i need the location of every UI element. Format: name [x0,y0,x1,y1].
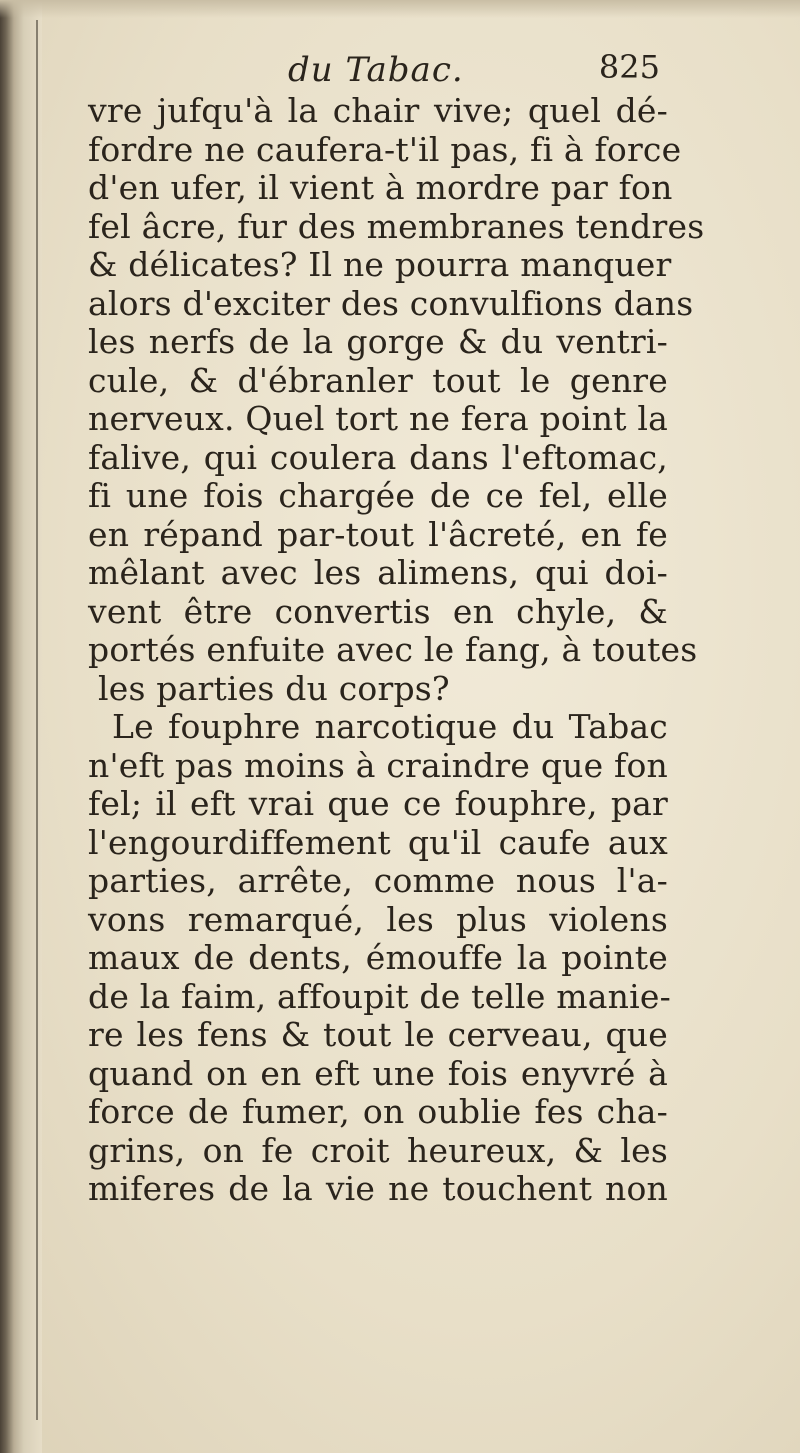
text-line: maux de dents, émouffe la pointe [88,938,668,977]
text-line: portés enfuite avec le fang, à toutes [88,630,698,669]
text-line: les nerfs de la gorge & du ventri- [88,322,668,361]
text-line: en répand par-tout l'âcreté, en fe [88,514,668,554]
text-line: l'engourdiffement qu'il caufe aux [88,822,668,862]
text-line: quand on en eft une fois enyvré à [88,1053,668,1093]
text-line: vre jufqu'à la chair vive; quel dé- [88,91,668,130]
text-line: les parties du corps? [98,668,450,708]
text-line: d'en ufer, il vient à mordre par fon [88,168,673,207]
text-line: re les fens & tout le cerveau, que [88,1015,668,1054]
text-line: force de fumer, on oublie fes cha- [88,1092,668,1131]
text-line: fel âcre, fur des membranes tendres [88,206,705,246]
running-head: du Tabac. [288,50,464,90]
text-line: fel; il eft vrai que ce fouphre, par [88,784,668,823]
text-line: mêlant avec les alimens, qui doi- [88,553,668,592]
text-line: cule, & d'ébranler tout le genre [88,360,668,400]
text-line: fordre ne caufera-t'il pas, fi à force [88,129,682,169]
text-line: vons remarqué, les plus violens [88,899,668,939]
text-line: de la faim, affoupit de telle manie- [88,976,671,1016]
page-top-shadow [0,0,800,18]
page-number: 825 [598,48,660,86]
text-line: miferes de la vie ne touchent non [88,1169,668,1208]
paragraph-start-line: Le fouphre narcotique du Tabac [112,707,668,746]
text-line: falive, qui coulera dans l'eftomac, [88,437,668,477]
text-line: parties, arrête, comme nous l'a- [88,861,668,900]
text-line: n'eft pas moins à craindre que fon [88,745,668,785]
binding-shadow-line [36,20,38,1420]
text-line: vent être convertis en chyle, & [88,591,668,631]
page-header [90,42,660,92]
text-line: grins, on fe croit heureux, & les [88,1130,668,1170]
text-line: & délicates? Il ne pourra manquer [88,245,672,284]
text-line: nerveux. Quel tort ne fera point la [88,399,668,438]
body-text [88,91,705,1209]
text-line: alors d'exciter des convulfions dans [88,283,694,323]
text-line: fi une fois chargée de ce fel, elle [88,476,668,515]
